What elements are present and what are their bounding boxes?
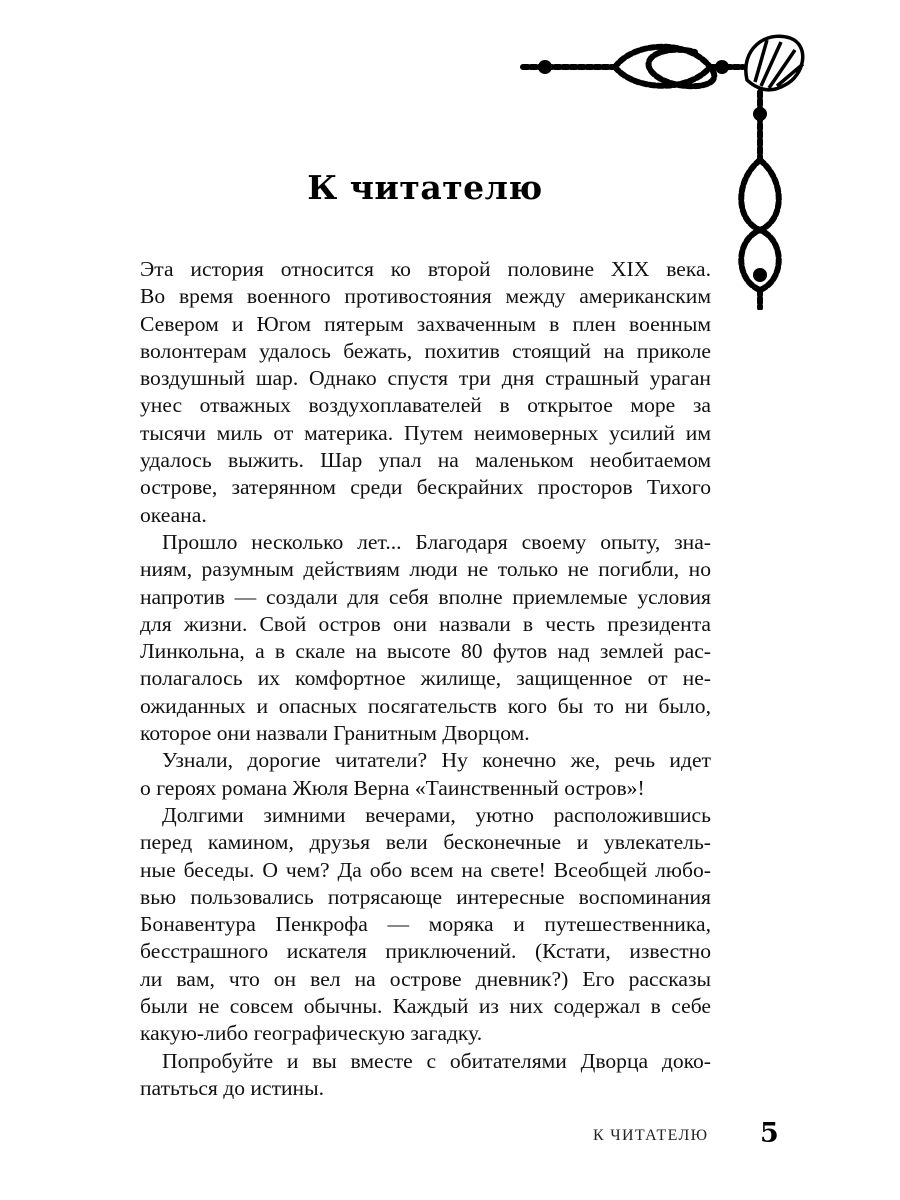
paragraph-line: тысячи миль от материка. Путем неимоверных усилий им [140,420,711,445]
paragraph-line: Прошло несколько лет... Благодаря своему опыту, зна- [162,529,711,554]
paragraph-line: ожиданных и опасных посягательств кого бы то ни было, [140,693,711,718]
page-number: 5 [760,1118,779,1149]
paragraph-line: Долгими зимними вечерами, уютно расположившись [162,802,711,827]
paragraph-line: какую-либо географическую загадку. [140,1021,483,1046]
paragraph-line: Бонавентура Пенкрофа — моряка и путешественника, [140,912,711,937]
paragraph-line: Линкольна, а в скале на высоте 80 футов над землей рас- [140,639,711,664]
paragraph-line: острове, затерянном среди бескрайних просторов Тихого [140,475,711,500]
paragraph-line: удалось выжить. Шар упал на маленьком необитаемом [140,448,711,473]
paragraph-line: Во время военного противостояния между американским [140,284,711,309]
paragraph-line: бесстрашного искателя приключений. (Кстати, известно [140,939,711,964]
paragraph-line: ные беседы. О чем? Да обо всем на свете! Всеобщей любо- [140,857,711,882]
paragraph-line: для жизни. Свой остров они назвали в честь президента [140,611,711,636]
paragraph-line: воздушный шар. Однако спустя три дня страшный ураган [140,366,711,391]
paragraph-line: перед камином, друзья вели бесконечные и увлекатель- [140,830,711,855]
paragraph-line: напротив — создали для себя вполне приемлемые условия [140,584,711,609]
paragraph-line: полагалось их комфортное жилище, защищенное от не- [140,666,711,691]
paragraph-line: которое они назвали Гранитным Дворцом. [140,721,530,746]
paragraph-line: патьться до истины. [140,1075,325,1100]
paragraph-line: Севером и Югом пятерым захваченным в плен военным [140,311,711,336]
paragraph-line: океана. [140,502,207,527]
paragraph-line: волонтерам удалось бежать, похитив стоящий на приколе [140,338,711,363]
paragraph-line: Попробуйте и вы вместе с обитателями Дворца доко- [162,1048,711,1073]
paragraph-line: Узнали, дорогие читатели? Ну конечно же, речь идет [162,748,711,773]
paragraph-line: Эта история относится ко второй половине XIX века. [140,257,711,281]
paragraph-line: ниям, разумным действиям люди не только не погибли, но [140,557,711,582]
paragraph-line: о героях романа Жюля Верна «Таинственный остров»! [140,775,645,800]
body-text [140,256,711,1102]
paragraph-line: ли вам, что он вел на острове дневник?) Его рассказы [140,966,711,991]
chapter-title: К читателю [307,168,543,207]
paragraph-line: унес отважных воздухоплавателей в открытое море за [140,393,711,418]
running-footer-title: К ЧИТАТЕЛЮ [593,1127,709,1144]
paragraph-line: были не совсем обычны. Каждый из них содержал в себе [140,994,711,1019]
paragraph-line: вью пользовались потрясающе интересные воспоминания [140,884,711,909]
